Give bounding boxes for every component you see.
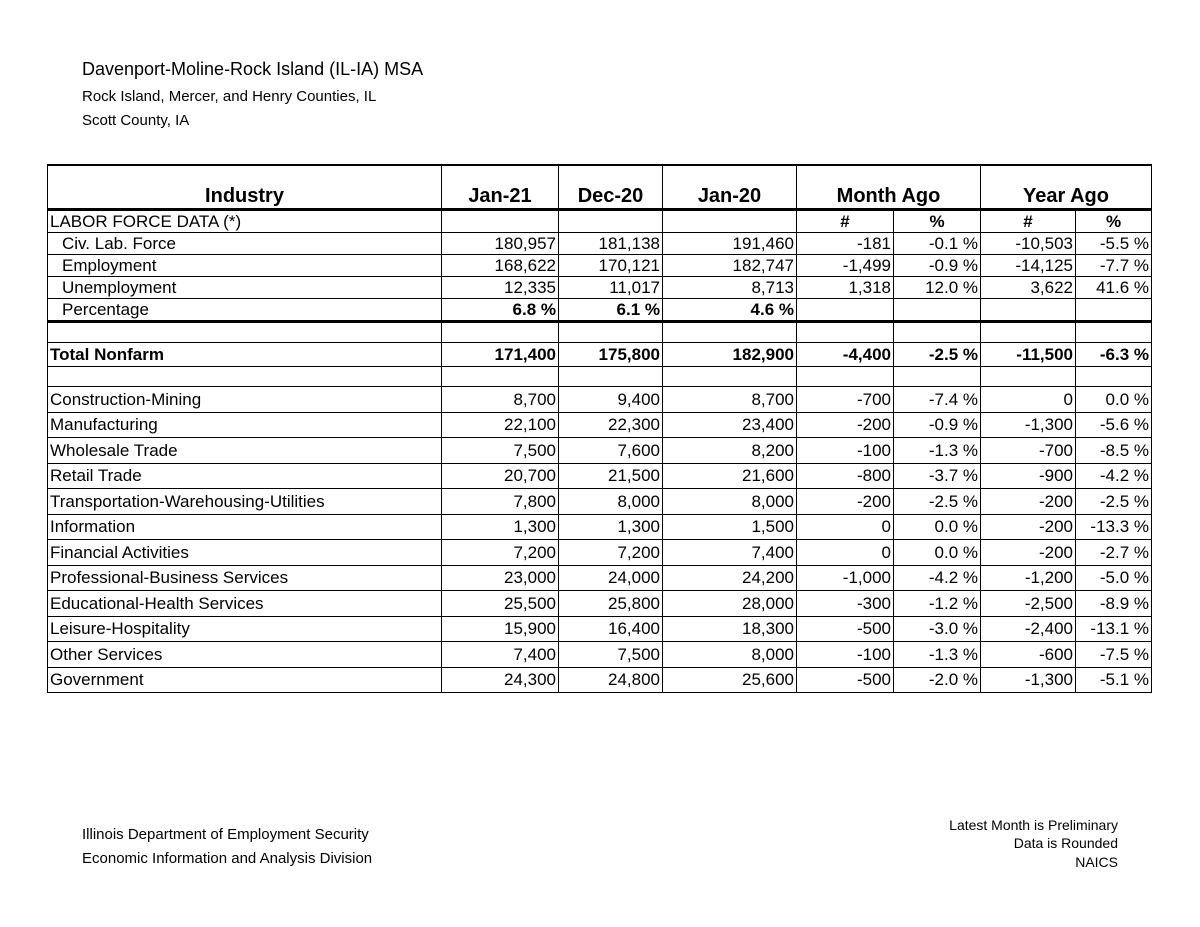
- row-label: Financial Activities: [48, 540, 442, 566]
- footer-note-naics: NAICS: [1075, 854, 1118, 870]
- labor-force-label: LABOR FORCE DATA (*): [48, 210, 442, 233]
- cell-jan21: 171,400: [442, 343, 559, 367]
- cell-jan20: 24,200: [663, 565, 797, 591]
- cell-year-ago-num: -2,400: [981, 616, 1076, 642]
- table-row: [48, 616, 1152, 642]
- cell-year-ago-num: -200: [981, 514, 1076, 540]
- cell-month-ago-num: -1,499: [797, 255, 894, 277]
- cell-year-ago-num: -11,500: [981, 343, 1076, 367]
- cell-dec20: 22,300: [559, 412, 663, 438]
- row-label: Manufacturing: [48, 412, 442, 438]
- cell-month-ago-num: 0: [797, 540, 894, 566]
- row-label: Percentage: [48, 299, 442, 322]
- cell-month-ago-pct: -1.2 %: [894, 591, 981, 617]
- cell-month-ago-pct: -0.9 %: [894, 412, 981, 438]
- cell-year-ago-pct: 41.6 %: [1076, 277, 1152, 299]
- cell-year-ago-num: -700: [981, 438, 1076, 464]
- table-row: [48, 514, 1152, 540]
- row-label: Total Nonfarm: [48, 343, 442, 367]
- cell-month-ago-pct: -1.3 %: [894, 642, 981, 668]
- cell-year-ago-pct: -2.7 %: [1076, 540, 1152, 566]
- cell-jan20: 23,400: [663, 412, 797, 438]
- table-row: [48, 489, 1152, 515]
- cell-dec20: 7,500: [559, 642, 663, 668]
- cell-jan20: 7,400: [663, 540, 797, 566]
- cell-jan20: 182,747: [663, 255, 797, 277]
- cell-jan20: 4.6 %: [663, 299, 797, 322]
- cell-month-ago-num: -300: [797, 591, 894, 617]
- spacer-row: [48, 367, 1152, 387]
- cell-year-ago-pct: -4.2 %: [1076, 463, 1152, 489]
- cell-jan20: 8,200: [663, 438, 797, 464]
- cell-year-ago-num: -600: [981, 642, 1076, 668]
- cell-year-ago-num: -2,500: [981, 591, 1076, 617]
- cell-month-ago-pct: -1.3 %: [894, 438, 981, 464]
- table-row: [48, 233, 1152, 255]
- footer-note-preliminary: Latest Month is Preliminary: [949, 817, 1118, 833]
- footer-division: Economic Information and Analysis Division: [82, 850, 373, 867]
- total-nonfarm-row: [48, 343, 1152, 367]
- cell-month-ago-num: 1,318: [797, 277, 894, 299]
- row-label: Wholesale Trade: [48, 438, 442, 464]
- header-month-ago: Month Ago: [797, 165, 981, 210]
- year-ago-pct-header: %: [1076, 210, 1152, 233]
- cell-jan20: 182,900: [663, 343, 797, 367]
- cell-jan20: 28,000: [663, 591, 797, 617]
- page-subtitle-county-ia: Scott County, IA: [82, 112, 190, 129]
- cell-year-ago-pct: -8.5 %: [1076, 438, 1152, 464]
- cell-year-ago-num: -1,300: [981, 412, 1076, 438]
- table-row: [48, 642, 1152, 668]
- cell-dec20: 24,000: [559, 565, 663, 591]
- cell-month-ago-pct: -3.0 %: [894, 616, 981, 642]
- row-label: Other Services: [48, 642, 442, 668]
- row-label: Government: [48, 667, 442, 693]
- cell-jan20: 8,700: [663, 387, 797, 413]
- cell-year-ago-pct: -13.1 %: [1076, 616, 1152, 642]
- page-subtitle-counties-il: Rock Island, Mercer, and Henry Counties, IL: [82, 88, 377, 105]
- cell-dec20: 9,400: [559, 387, 663, 413]
- cell-jan21: 1,300: [442, 514, 559, 540]
- cell-jan20: 8,000: [663, 642, 797, 668]
- table-row: [48, 667, 1152, 693]
- cell-month-ago-num: -100: [797, 642, 894, 668]
- cell-jan21: 20,700: [442, 463, 559, 489]
- cell-year-ago-num: -1,200: [981, 565, 1076, 591]
- table-row: [48, 565, 1152, 591]
- cell-jan20: 8,713: [663, 277, 797, 299]
- cell-dec20: 16,400: [559, 616, 663, 642]
- cell-dec20: 175,800: [559, 343, 663, 367]
- cell-month-ago-pct: 0.0 %: [894, 514, 981, 540]
- row-label: Educational-Health Services: [48, 591, 442, 617]
- cell-month-ago-pct: -2.5 %: [894, 489, 981, 515]
- cell-month-ago-num: -700: [797, 387, 894, 413]
- cell-dec20: 21,500: [559, 463, 663, 489]
- cell-year-ago-pct: -5.1 %: [1076, 667, 1152, 693]
- cell-jan21: 12,335: [442, 277, 559, 299]
- cell-year-ago-pct: -5.0 %: [1076, 565, 1152, 591]
- cell-dec20: 25,800: [559, 591, 663, 617]
- cell-month-ago-num: -181: [797, 233, 894, 255]
- cell-month-ago-pct: -3.7 %: [894, 463, 981, 489]
- cell-year-ago-pct: -13.3 %: [1076, 514, 1152, 540]
- header-jan21: Jan-21: [442, 165, 559, 210]
- row-label: Professional-Business Services: [48, 565, 442, 591]
- table-row: [48, 463, 1152, 489]
- cell-year-ago-pct: 0.0 %: [1076, 387, 1152, 413]
- table-row: [48, 412, 1152, 438]
- cell-month-ago-pct: -4.2 %: [894, 565, 981, 591]
- footer-note-rounded: Data is Rounded: [1013, 835, 1118, 851]
- row-label: Employment: [48, 255, 442, 277]
- cell-jan21: 7,200: [442, 540, 559, 566]
- header-year-ago: Year Ago: [981, 165, 1152, 210]
- row-label: Transportation-Warehousing-Utilities: [48, 489, 442, 515]
- year-ago-num-header: #: [981, 210, 1076, 233]
- table-row: [48, 277, 1152, 299]
- cell-dec20: 170,121: [559, 255, 663, 277]
- cell-jan21: 8,700: [442, 387, 559, 413]
- cell-month-ago-pct: -2.0 %: [894, 667, 981, 693]
- cell-month-ago-num: -200: [797, 412, 894, 438]
- cell-dec20: 7,200: [559, 540, 663, 566]
- cell-year-ago-num: -200: [981, 540, 1076, 566]
- cell-dec20: 181,138: [559, 233, 663, 255]
- cell-jan21: 180,957: [442, 233, 559, 255]
- cell-dec20: 11,017: [559, 277, 663, 299]
- cell-year-ago-pct: -6.3 %: [1076, 343, 1152, 367]
- cell-year-ago-num: -1,300: [981, 667, 1076, 693]
- cell-month-ago-num: -1,000: [797, 565, 894, 591]
- cell-dec20: 7,600: [559, 438, 663, 464]
- row-label: Information: [48, 514, 442, 540]
- cell-dec20: 1,300: [559, 514, 663, 540]
- cell-jan21: 15,900: [442, 616, 559, 642]
- cell-month-ago-num: -100: [797, 438, 894, 464]
- table-row: [48, 387, 1152, 413]
- cell-month-ago-num: -4,400: [797, 343, 894, 367]
- cell-jan20: 191,460: [663, 233, 797, 255]
- spacer-row: [48, 322, 1152, 343]
- cell-jan20: 18,300: [663, 616, 797, 642]
- cell-month-ago-pct: 0.0 %: [894, 540, 981, 566]
- cell-jan21: 7,800: [442, 489, 559, 515]
- cell-month-ago-num: 0: [797, 514, 894, 540]
- cell-jan20: 8,000: [663, 489, 797, 515]
- table-row: [48, 591, 1152, 617]
- cell-month-ago-pct: 12.0 %: [894, 277, 981, 299]
- cell-year-ago-num: -200: [981, 489, 1076, 515]
- cell-jan20: 1,500: [663, 514, 797, 540]
- month-ago-pct-header: %: [894, 210, 981, 233]
- cell-month-ago-num: -800: [797, 463, 894, 489]
- table-row: [48, 438, 1152, 464]
- cell-month-ago-num: -200: [797, 489, 894, 515]
- cell-jan21: 24,300: [442, 667, 559, 693]
- cell-jan20: 21,600: [663, 463, 797, 489]
- cell-month-ago-num: -500: [797, 667, 894, 693]
- cell-month-ago-pct: -7.4 %: [894, 387, 981, 413]
- header-industry: Industry: [48, 165, 442, 210]
- table-row: [48, 255, 1152, 277]
- cell-jan21: 7,400: [442, 642, 559, 668]
- cell-month-ago-num: -500: [797, 616, 894, 642]
- cell-jan21: 22,100: [442, 412, 559, 438]
- cell-dec20: 24,800: [559, 667, 663, 693]
- cell-year-ago-pct: -5.5 %: [1076, 233, 1152, 255]
- cell-year-ago-num: -900: [981, 463, 1076, 489]
- cell-year-ago-num: -10,503: [981, 233, 1076, 255]
- cell-month-ago-pct: -0.9 %: [894, 255, 981, 277]
- row-label: Retail Trade: [48, 463, 442, 489]
- month-ago-num-header: #: [797, 210, 894, 233]
- cell-month-ago-pct: -0.1 %: [894, 233, 981, 255]
- cell-year-ago-num: 0: [981, 387, 1076, 413]
- cell-year-ago-pct: -2.5 %: [1076, 489, 1152, 515]
- cell-year-ago-pct: -5.6 %: [1076, 412, 1152, 438]
- table-row: [48, 540, 1152, 566]
- page-title: Davenport-Moline-Rock Island (IL-IA) MSA: [82, 59, 424, 79]
- cell-jan21: 25,500: [442, 591, 559, 617]
- cell-dec20: 6.1 %: [559, 299, 663, 322]
- cell-jan21: 168,622: [442, 255, 559, 277]
- row-label: Civ. Lab. Force: [48, 233, 442, 255]
- table-row: [48, 299, 1152, 322]
- cell-year-ago-pct: -7.7 %: [1076, 255, 1152, 277]
- cell-jan21: 6.8 %: [442, 299, 559, 322]
- cell-jan21: 7,500: [442, 438, 559, 464]
- row-label: Unemployment: [48, 277, 442, 299]
- table-header-row: [48, 165, 1152, 210]
- cell-year-ago-pct: -8.9 %: [1076, 591, 1152, 617]
- cell-year-ago-num: -14,125: [981, 255, 1076, 277]
- cell-dec20: 8,000: [559, 489, 663, 515]
- row-label: Leisure-Hospitality: [48, 616, 442, 642]
- cell-month-ago-pct: -2.5 %: [894, 343, 981, 367]
- header-jan20: Jan-20: [663, 165, 797, 210]
- footer-agency: Illinois Department of Employment Security: [82, 826, 369, 843]
- cell-year-ago-num: 3,622: [981, 277, 1076, 299]
- header-dec20: Dec-20: [559, 165, 663, 210]
- employment-table: [47, 164, 1152, 693]
- cell-year-ago-pct: -7.5 %: [1076, 642, 1152, 668]
- cell-jan21: 23,000: [442, 565, 559, 591]
- cell-jan20: 25,600: [663, 667, 797, 693]
- labor-force-header-row: [48, 210, 1152, 233]
- row-label: Construction-Mining: [48, 387, 442, 413]
